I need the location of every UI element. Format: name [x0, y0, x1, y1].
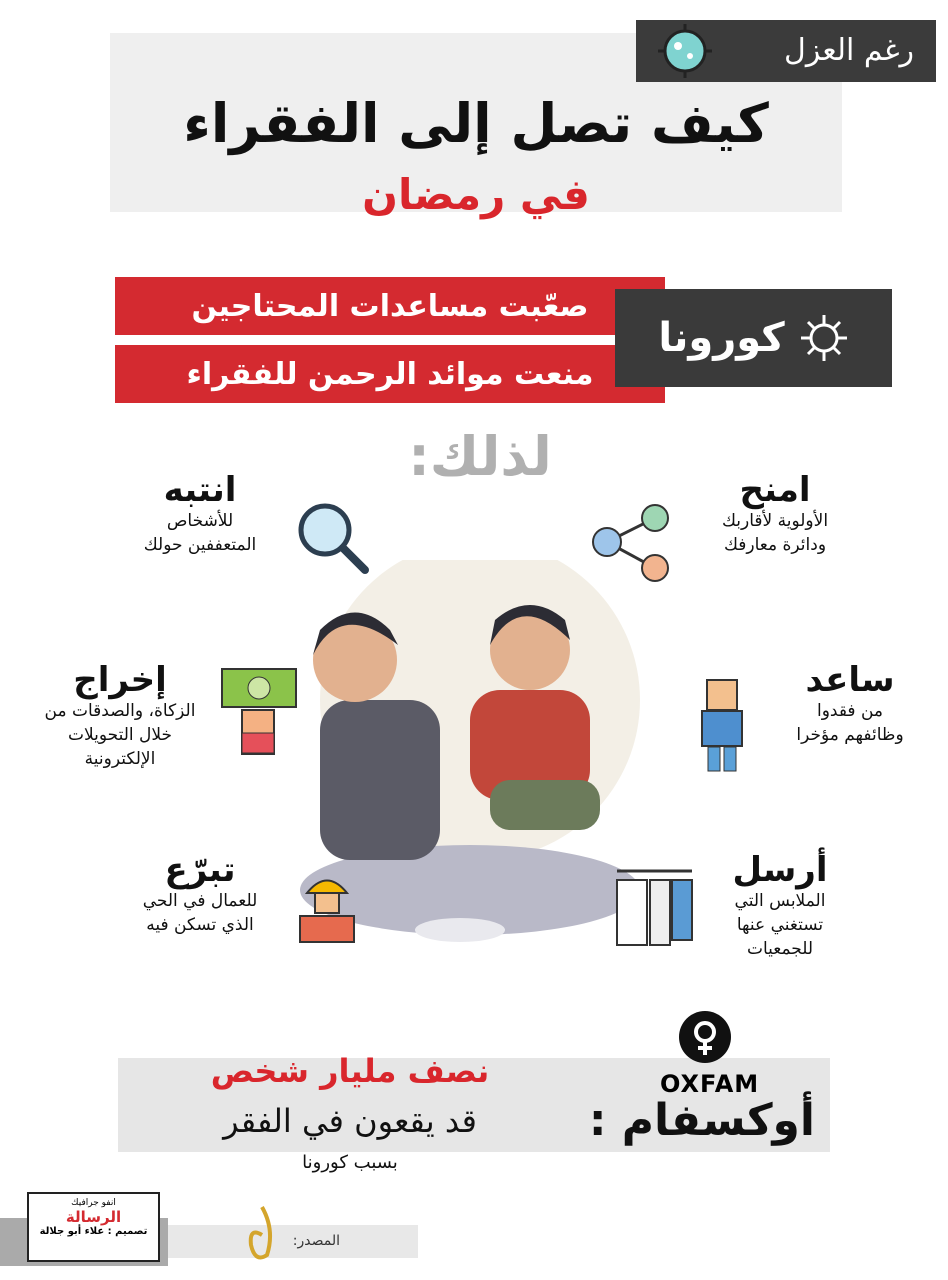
- oxfam-logo-icon: [678, 1010, 732, 1064]
- effect-2: منعت موائد الرحمن للفقراء: [115, 345, 665, 403]
- item-send-clothes: [700, 850, 860, 961]
- item-give-priority: [690, 470, 860, 558]
- item-text: للعمال في الحي: [142, 891, 258, 911]
- item-title: إخراج: [73, 660, 167, 700]
- magnifier-icon: [295, 500, 370, 575]
- network-people-icon: [585, 500, 675, 585]
- source-label: المصدر:: [292, 1233, 340, 1249]
- item-text: الإلكترونية: [84, 748, 156, 769]
- item-title: انتبه: [163, 470, 237, 510]
- aljazeera-logo-icon: [245, 1205, 279, 1265]
- item-text: الأولوية لأقاربك: [721, 511, 829, 531]
- oxfam-cause: بسبب كورونا: [302, 1152, 398, 1173]
- item-text: للجمعيات: [746, 938, 814, 959]
- item-title: تبرّع: [164, 850, 236, 890]
- header-tag: [636, 20, 936, 82]
- item-text: خلال التحويلات: [67, 724, 173, 745]
- item-text: وظائفهم مؤخرا: [796, 724, 904, 745]
- item-text: المتعففين حولك: [143, 534, 257, 555]
- item-zakat: [20, 660, 220, 771]
- item-text: الملابس التي: [734, 891, 826, 911]
- item-title: امنح: [739, 470, 811, 510]
- oxfam-highlight: نصف مليار شخص: [210, 1052, 490, 1090]
- item-text: الذي تسكن فيه: [146, 914, 254, 935]
- brand-top: انفو جرافيك: [71, 1198, 116, 1208]
- corona-box: [615, 289, 892, 387]
- unemployed-man-icon: [680, 675, 765, 775]
- effect-1: صعّبت مساعدات المحتاجين: [115, 277, 665, 335]
- page-title: كيف تصل إلى الفقراء: [183, 92, 769, 155]
- brand-logo: الرسالة: [65, 1208, 122, 1226]
- item-text: الزكاة، والصدقات من: [44, 701, 196, 721]
- item-text: من فقدوا: [816, 701, 884, 721]
- oxfam-line: قد يقعون في الفقر: [223, 1102, 477, 1140]
- virus-icon: [654, 22, 716, 80]
- item-help: [770, 660, 930, 748]
- coronavirus-icon: [799, 313, 849, 363]
- designer-credit: تصميم : علاء أبو جلالة: [39, 1226, 148, 1237]
- item-donate: [110, 850, 290, 938]
- worker-icon: [295, 868, 360, 943]
- page-subtitle: في رمضان: [362, 170, 590, 219]
- clothes-rack-icon: [612, 865, 697, 950]
- therefore-heading: لذلك:: [408, 425, 552, 488]
- corona-label: كورونا: [658, 315, 785, 361]
- item-pay-attention: [110, 470, 290, 558]
- item-text: للأشخاص: [166, 511, 234, 531]
- oxfam-logo-text: OXFAM: [660, 1070, 760, 1098]
- item-text: تستغني عنها: [736, 914, 824, 935]
- item-title: أرسل: [732, 850, 828, 890]
- header-tag-text: رغم العزل: [784, 33, 914, 68]
- money-hand-icon: [220, 665, 300, 760]
- brand-box: [27, 1192, 160, 1262]
- item-title: ساعد: [805, 660, 895, 700]
- oxfam-name: أوكسفام :: [588, 1095, 815, 1146]
- item-text: ودائرة معارفك: [723, 534, 827, 555]
